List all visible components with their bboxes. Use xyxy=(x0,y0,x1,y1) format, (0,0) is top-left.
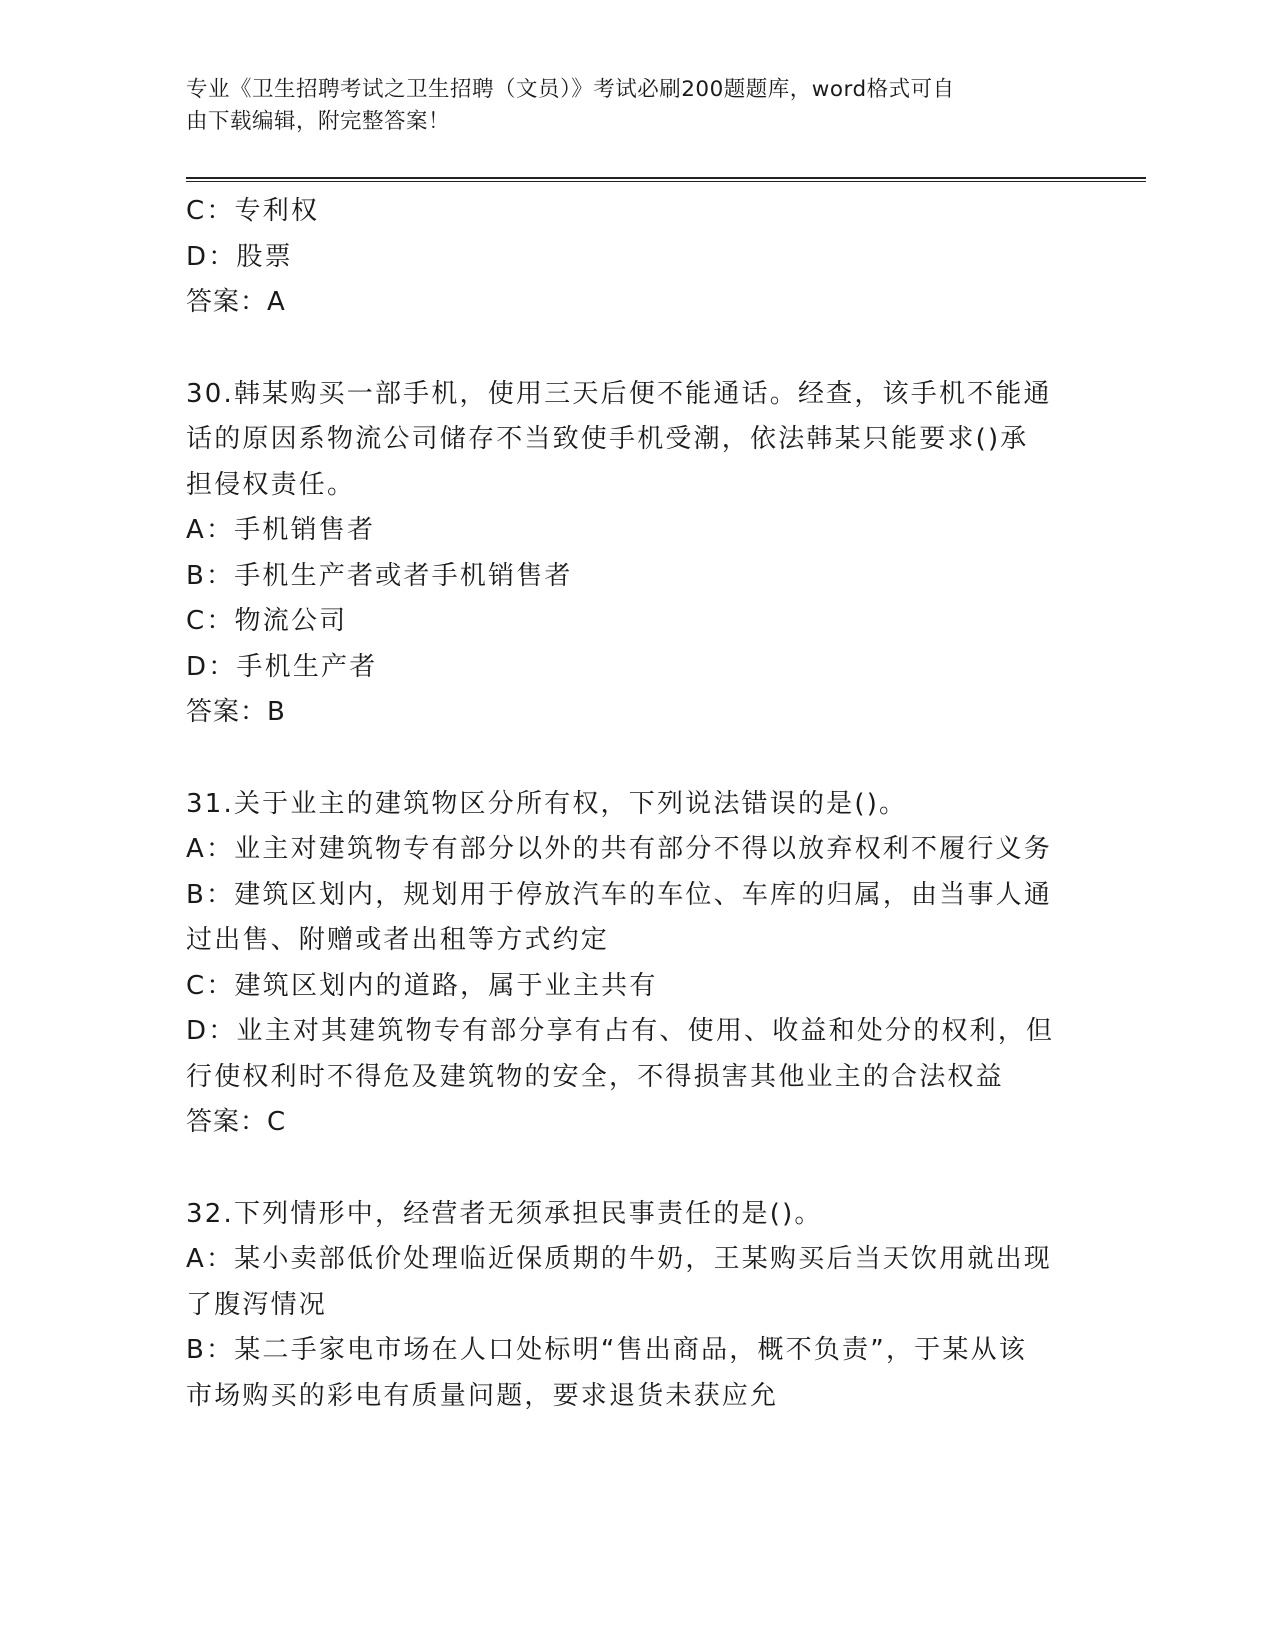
question-stem: 担侵权责任。 xyxy=(186,469,356,500)
option-b-cont: 过出售、附赠或者出租等方式约定 xyxy=(186,925,610,955)
option-c: C：物流公司 xyxy=(186,606,348,636)
option-a: A：手机销售者 xyxy=(186,515,376,545)
header-line-2: 由下载编辑，附完整答案！ xyxy=(186,109,451,134)
option-c: C：建筑区划内的道路，属于业主共有 xyxy=(186,970,658,1001)
option-b: B：手机生产者或者手机销售者 xyxy=(186,560,573,591)
answer: 答案：C xyxy=(186,1107,287,1137)
option-c: C：专利权 xyxy=(186,196,320,226)
option-b: B：某二手家电市场在人口处标明“售出商品，概不负责”，于某从该 xyxy=(186,1335,1027,1365)
question-32 xyxy=(186,1192,1106,1420)
option-a-cont: 了腹泻情况 xyxy=(186,1289,328,1320)
answer: 答案：B xyxy=(186,697,286,727)
header-rule-thin xyxy=(186,181,1146,182)
option-a: A：某小卖部低价处理临近保质期的牛奶，王某购买后当天饮用就出现 xyxy=(186,1244,1052,1274)
option-d: D：股票 xyxy=(186,241,293,272)
header-line-1: 专业《卫生招聘考试之卫生招聘（文员）》考试必刷200题题库，word格式可自 xyxy=(186,77,955,102)
page-header xyxy=(186,74,1066,138)
header-rule-thick xyxy=(186,177,1146,179)
option-a: A：业主对建筑物专有部分以外的共有部分不得以放弃权利不履行义务 xyxy=(186,834,1052,864)
question-stem: 30.韩某购买一部手机，使用三天后便不能通话。经查，该手机不能通 xyxy=(186,378,1052,409)
option-d: D：业主对其建筑物专有部分享有占有、使用、收益和处分的权利，但 xyxy=(186,1016,1055,1046)
option-d: D：手机生产者 xyxy=(186,651,378,682)
question-29-tail xyxy=(186,189,1106,326)
option-b-cont: 市场购买的彩电有质量问题，要求退货未获应允 xyxy=(186,1380,779,1411)
question-list xyxy=(186,189,1106,1419)
option-d-cont: 行使权利时不得危及建筑物的安全，不得损害其他业主的合法权益 xyxy=(186,1061,1004,1092)
question-stem: 31.关于业主的建筑物区分所有权，下列说法错误的是()。 xyxy=(186,788,908,819)
question-31 xyxy=(186,782,1106,1146)
question-stem: 话的原因系物流公司储存不当致使手机受潮，依法韩某只能要求()承 xyxy=(186,424,1029,454)
option-b: B：建筑区划内，规划用于停放汽车的车位、车库的归属，由当事人通 xyxy=(186,879,1053,910)
question-stem: 32.下列情形中，经营者无须承担民事责任的是()。 xyxy=(186,1198,823,1229)
question-30 xyxy=(186,372,1106,736)
answer: 答案：A xyxy=(186,287,286,317)
